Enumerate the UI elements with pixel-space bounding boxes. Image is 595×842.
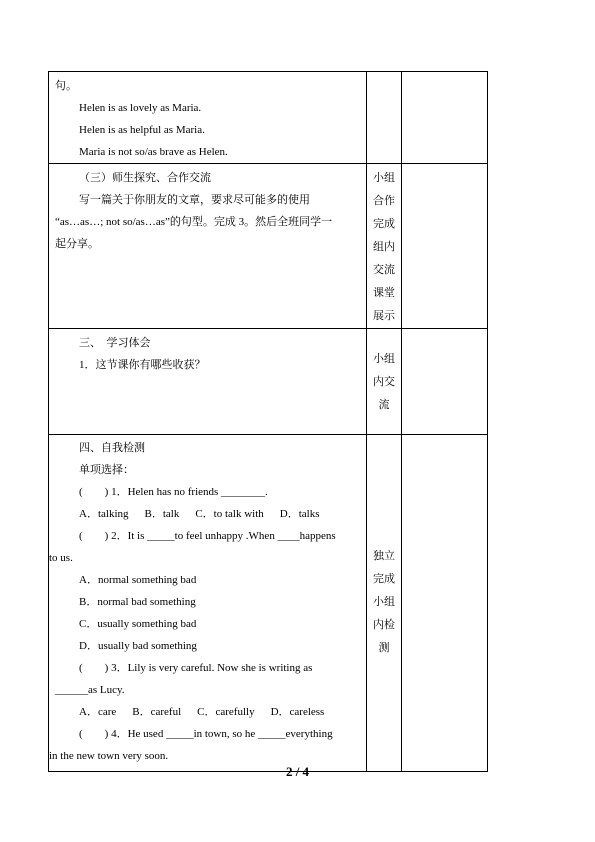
question-4: ( ) 4．He used _____in town, so he _____everything [79, 728, 333, 740]
content-cell [49, 164, 367, 329]
question-2-continued: to us. [49, 552, 73, 564]
table-row [49, 435, 488, 772]
activity-text: 小组 [373, 353, 395, 365]
question-2: ( ) 2．It is _____to feel unhappy .When ____happens [79, 530, 336, 542]
option: D．careless [270, 706, 325, 718]
activity-cell [367, 164, 402, 329]
text-line: 起分享。 [55, 238, 99, 250]
activity-text: 交流 [373, 264, 395, 276]
activity-text: 小组 [373, 596, 395, 608]
activity-text: 合作 [373, 195, 395, 207]
content-cell [49, 72, 367, 164]
activity-text: 小组 [373, 172, 395, 184]
notes-cell [402, 329, 488, 435]
notes-cell [402, 72, 488, 164]
text-line: 写一篇关于你朋友的文章，要求尽可能多的使用 [79, 194, 310, 206]
page-number: 2 / 4 [285, 764, 310, 779]
subheading: 单项选择： [79, 464, 134, 476]
text-line: “as…as…; not so/as…as”的句型。完成 3。然后全班同学一 [55, 216, 333, 228]
option: B．careful [132, 706, 182, 718]
activity-cell [367, 72, 402, 164]
activity-text: 展示 [373, 310, 395, 322]
activity-text: 课堂 [373, 287, 395, 299]
section-heading: 四、自我检测 [79, 442, 145, 454]
question-1: ( ) 1．Helen has no friends ________. [79, 486, 268, 498]
option: C．usually something bad [79, 618, 197, 630]
option: A．normal something bad [79, 574, 197, 586]
option: B．normal bad something [79, 596, 196, 608]
activity-text: 内检 [373, 619, 395, 631]
notes-cell [402, 164, 488, 329]
text-line: 句。 [55, 80, 77, 92]
option: D．talks [279, 508, 320, 520]
option: C．carefully [197, 706, 255, 718]
option: A．care [79, 706, 117, 718]
question-1-options [55, 503, 361, 525]
activity-text: 独立 [373, 550, 395, 562]
activity-text: 内交 [373, 376, 395, 388]
section-heading: 三、 学习体会 [79, 337, 151, 349]
content-cell [49, 435, 367, 772]
option: B．talk [144, 508, 180, 520]
text-line: 1．这节课你有哪些收获？ [79, 359, 206, 371]
example-sentence: Helen is as lovely as Maria. [79, 102, 202, 114]
section-heading: （三）师生探究、合作交流 [79, 172, 211, 184]
activity-text: 测 [378, 642, 390, 654]
activity-cell [367, 435, 402, 772]
example-sentence: Maria is not so/as brave as Helen. [79, 146, 228, 158]
notes-cell [402, 435, 488, 772]
table-row [49, 329, 488, 435]
option: A．talking [79, 508, 129, 520]
question-3-continued: ______as Lucy. [55, 684, 125, 696]
table-row [49, 72, 488, 164]
lesson-plan-table [48, 71, 488, 772]
option: C．to talk with [195, 508, 264, 520]
activity-cell [367, 329, 402, 435]
option: D．usually bad something [79, 640, 197, 652]
question-3: ( ) 3．Lily is very careful. Now she is writing as [79, 662, 313, 674]
example-sentence: Helen is as helpful as Maria. [79, 124, 205, 136]
content-cell [49, 329, 367, 435]
activity-text: 完成 [373, 573, 395, 585]
activity-text: 组内 [373, 241, 395, 253]
table-row [49, 164, 488, 329]
activity-text: 完成 [373, 218, 395, 230]
activity-text: 流 [378, 399, 390, 411]
question-4-continued: in the new town very soon. [49, 750, 169, 762]
question-3-options [55, 701, 361, 723]
